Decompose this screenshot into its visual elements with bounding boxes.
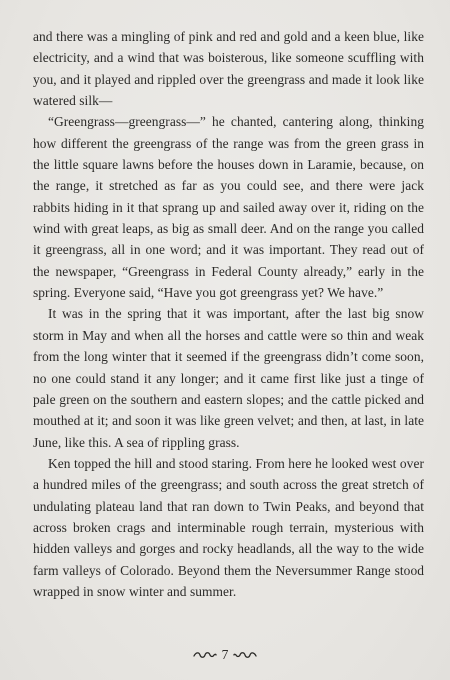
swirl-ornament-right-icon xyxy=(233,651,257,659)
swirl-ornament-left-icon xyxy=(193,651,217,659)
paragraph-2: “Greengrass—greengrass—” he chanted, cantering along, thinking how different the greengrass of the range was from the green grass in the little square lawns before the houses down in Laramie, because, on the range, it stretched as far as you could see, and there were jack rabbits hiding in it that sprang up and sailed away over it, riding on the wind with great leaps, as big as small deer. And on the range you called it greengrass, all in one word; and it was important. They read out of the newspaper, “Greengrass in Federal County already,” early in the spring. Everyone said, “Have you got greengrass yet? We have.” xyxy=(33,114,424,301)
body-text xyxy=(33,26,424,602)
page-number: 7 xyxy=(221,647,229,662)
paragraph-1: and there was a mingling of pink and red and gold and a keen blue, like electricity, and a wind that was boisterous, like someone scuffling with you, and it played and rippled over the greengrass and made it look like watered silk— xyxy=(33,29,424,109)
page-footer xyxy=(0,647,450,663)
paragraph-4: Ken topped the hill and stood staring. From here he looked west over a hundred miles of the greengrass; and south across the great stretch of undulating plateau land that ran down to Twin Peaks, and beyond that across broken crags and interminable rough terrain, mysterious with hidden valleys and gorges and rocky headlands, all the way to the wide farm valleys of Colorado. Beyond them the Neversummer Range stood wrapped in snow winter and summer. xyxy=(33,455,424,599)
paragraph-3: It was in the spring that it was important, after the last big snow storm in May and when all the horses and cattle were so thin and weak from the long winter that it seemed if the greengrass didn’t come soon, no one could stand it any longer; and it came first like just a tinge of pale green on the southern and eastern slopes; and the cattle picked and mouthed at it; and soon it was like green velvet; and then, at last, in late June, like this. A sea of rippling grass. xyxy=(33,306,424,450)
